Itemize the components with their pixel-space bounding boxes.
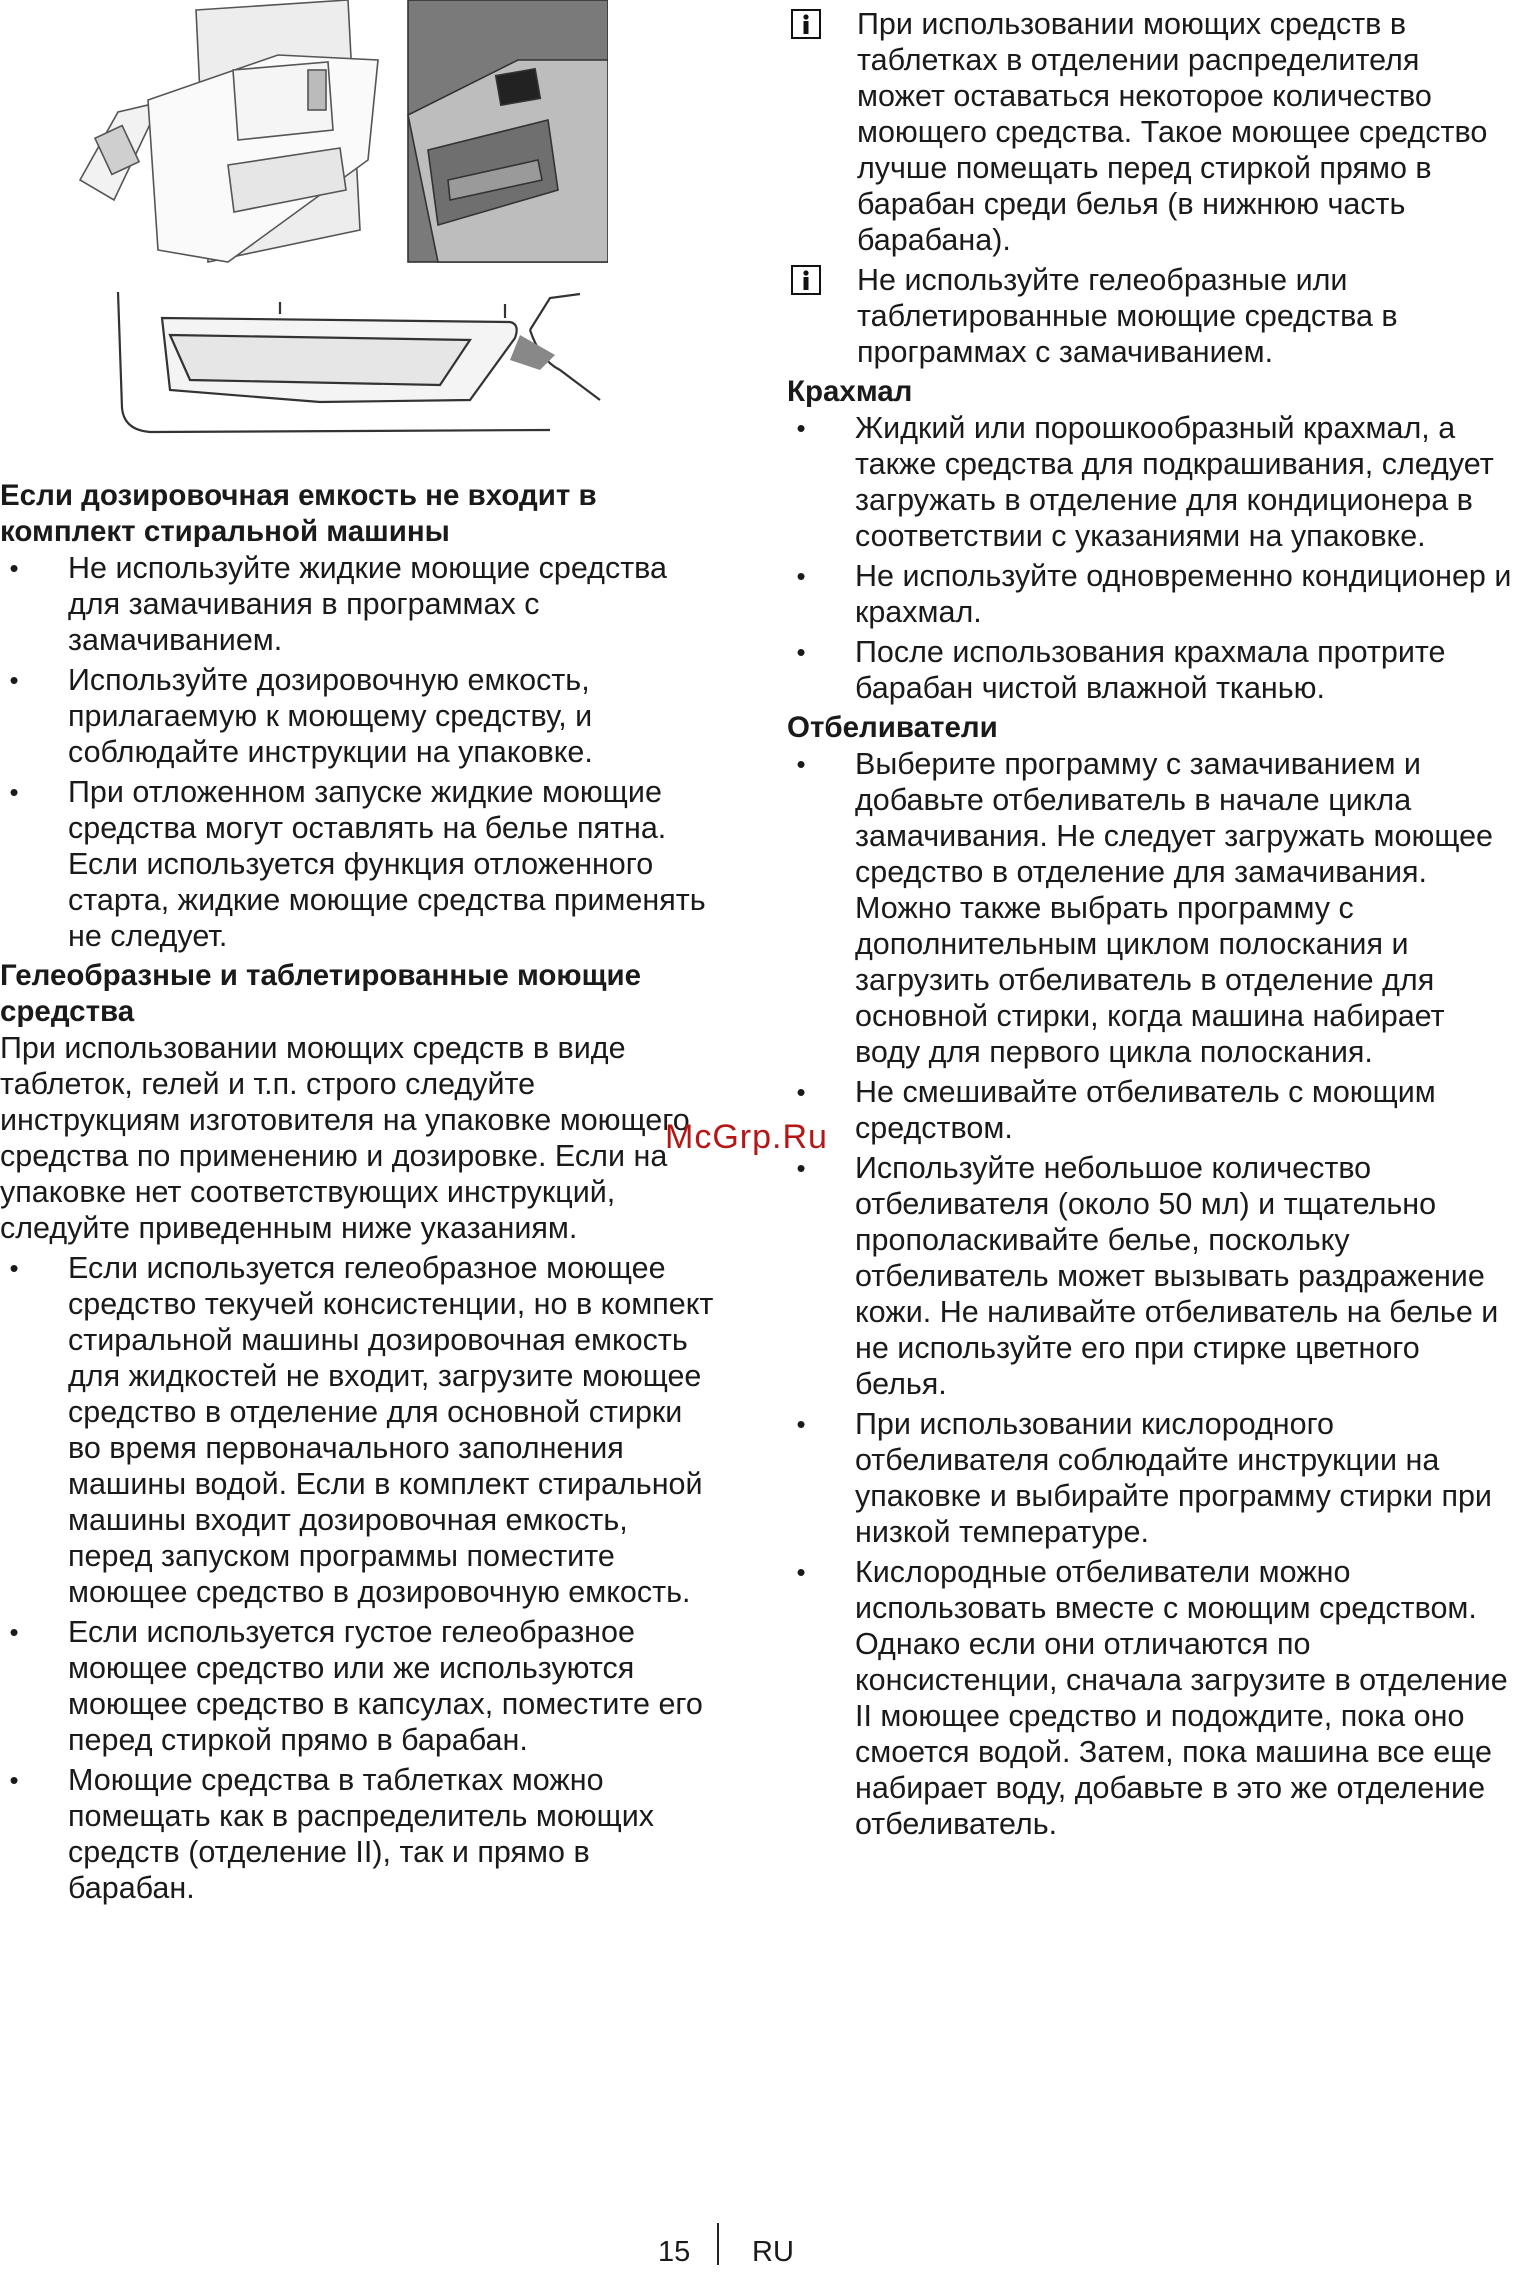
dispenser-drawer-illustration xyxy=(78,0,608,265)
list-item: • Не смешивайте отбеливатель с моющим средством. xyxy=(796,1075,1436,1145)
list-item: • После использования крахмала протрите барабан чистой влажной тканью. xyxy=(796,635,1446,705)
info-note: При использовании моющих средств в таблетках в отделении распределителя может оставаться некоторое количество моющего средства. Такое моющее средство лучше помещать перед стиркой прямо в барабан среди белья (в нижнюю часть барабана). xyxy=(787,6,1512,258)
list-item: • Не используйте одновременно кондиционер и крахмал. xyxy=(796,559,1512,629)
bullet-list xyxy=(0,1250,715,1906)
section-heading-no-dispenser: Если дозировочная емкость не входит в комплект стиральной машины xyxy=(0,479,597,548)
list-item: • Моющие средства в таблетках можно помещать как в распределитель моющих средств (отделение II), так и прямо в барабан. xyxy=(9,1763,655,1905)
left-text xyxy=(0,478,715,1910)
section-heading-starch: Крахмал xyxy=(787,375,913,408)
footer-divider xyxy=(717,2223,719,2265)
language-code: RU xyxy=(752,2236,794,2268)
info-icon xyxy=(791,9,821,39)
drum-section-illustration xyxy=(110,290,610,440)
list-item: • Кислородные отбеливатели можно использовать вместе с моющим средством. Однако если они отличаются по консистенции, сначала загрузите в отделение II моющее средство и подождите, пока оно смоется водой. Затем, пока машина все еще набирает воду, добавьте в это же отделение отбеливатель. xyxy=(796,1555,1508,1841)
watermark: McGrp.Ru xyxy=(665,1118,828,1156)
list-item: • Используйте дозировочную емкость, прилагаемую к моющему средству, и соблюдайте инструкции на упаковке. xyxy=(9,663,593,769)
info-note: Не используйте гелеобразные или таблетированные моющие средства в программах с замачиванием. xyxy=(787,262,1512,370)
bullet-list xyxy=(0,550,715,954)
gel-tablets-intro: При использовании моющих средств в виде таблеток, гелей и т.п. строго следуйте инструкциям изготовителя на упаковке моющего средства по применению и дозировке. Если на упаковке нет соответствующих инструкций, следуйте приведенным ниже указаниям. xyxy=(0,1031,690,1245)
list-item: • При использовании кислородного отбеливателя соблюдайте инструкции на упаковке и выбирайте программу стирки при низкой температуре. xyxy=(796,1407,1492,1549)
list-item: • Не используйте жидкие моющие средства для замачивания в программах с замачиванием. xyxy=(9,551,668,657)
bullet-list xyxy=(787,410,1512,706)
bullet-list xyxy=(787,746,1512,1842)
info-icon xyxy=(791,265,821,295)
list-item: • Если используется густое гелеобразное моющее средство или же используются моющее средство в капсулах, поместите его перед стиркой прямо в барабан. xyxy=(9,1615,703,1757)
list-item: • При отложенном запуске жидкие моющие средства могут оставлять на белье пятна. Если используется функция отложенного старта, жидкие моющие средства применять не следует. xyxy=(9,775,706,953)
section-heading-bleach: Отбеливатели xyxy=(787,711,998,744)
section-heading-gel-tablets: Гелеобразные и таблетированные моющие средства xyxy=(0,959,642,1028)
list-item: • Если используется гелеобразное моющее средство текучей консистенции, но в компект стиральной машины дозировочная емкость для жидкостей не входит, загрузите моющее средство в отделение для основной стирки во время первоначального заполнения машины водой. Если в комплект стиральной машины входит дозировочная емкость, перед запуском программы поместите моющее средство в дозировочную емкость. xyxy=(9,1251,714,1609)
right-column xyxy=(787,6,1512,1846)
list-item: • Выберите программу с замачиванием и добавьте отбеливатель в начале цикла замачивания. Не следует загружать моющее средство в отделение для замачивания. Можно также выбрать программу с дополнительным циклом полоскания и загрузить отбеливатель в отделение для основной стирки, когда машина набирает воду для первого цикла полоскания. xyxy=(796,747,1493,1069)
list-item: • Используйте небольшое количество отбеливателя (около 50 мл) и тщательно прополаскивайте белье, поскольку отбеливатель может вызывать раздражение кожи. Не наливайте отбеливатель на белье и не используйте его при стирке цветного белья. xyxy=(796,1151,1499,1401)
list-item: • Жидкий или порошкообразный крахмал, а также средства для подкрашивания, следует загружать в отделение для кондиционера в соответствии с указаниями на упаковке. xyxy=(796,411,1494,553)
page-number: 15 xyxy=(658,2236,691,2268)
